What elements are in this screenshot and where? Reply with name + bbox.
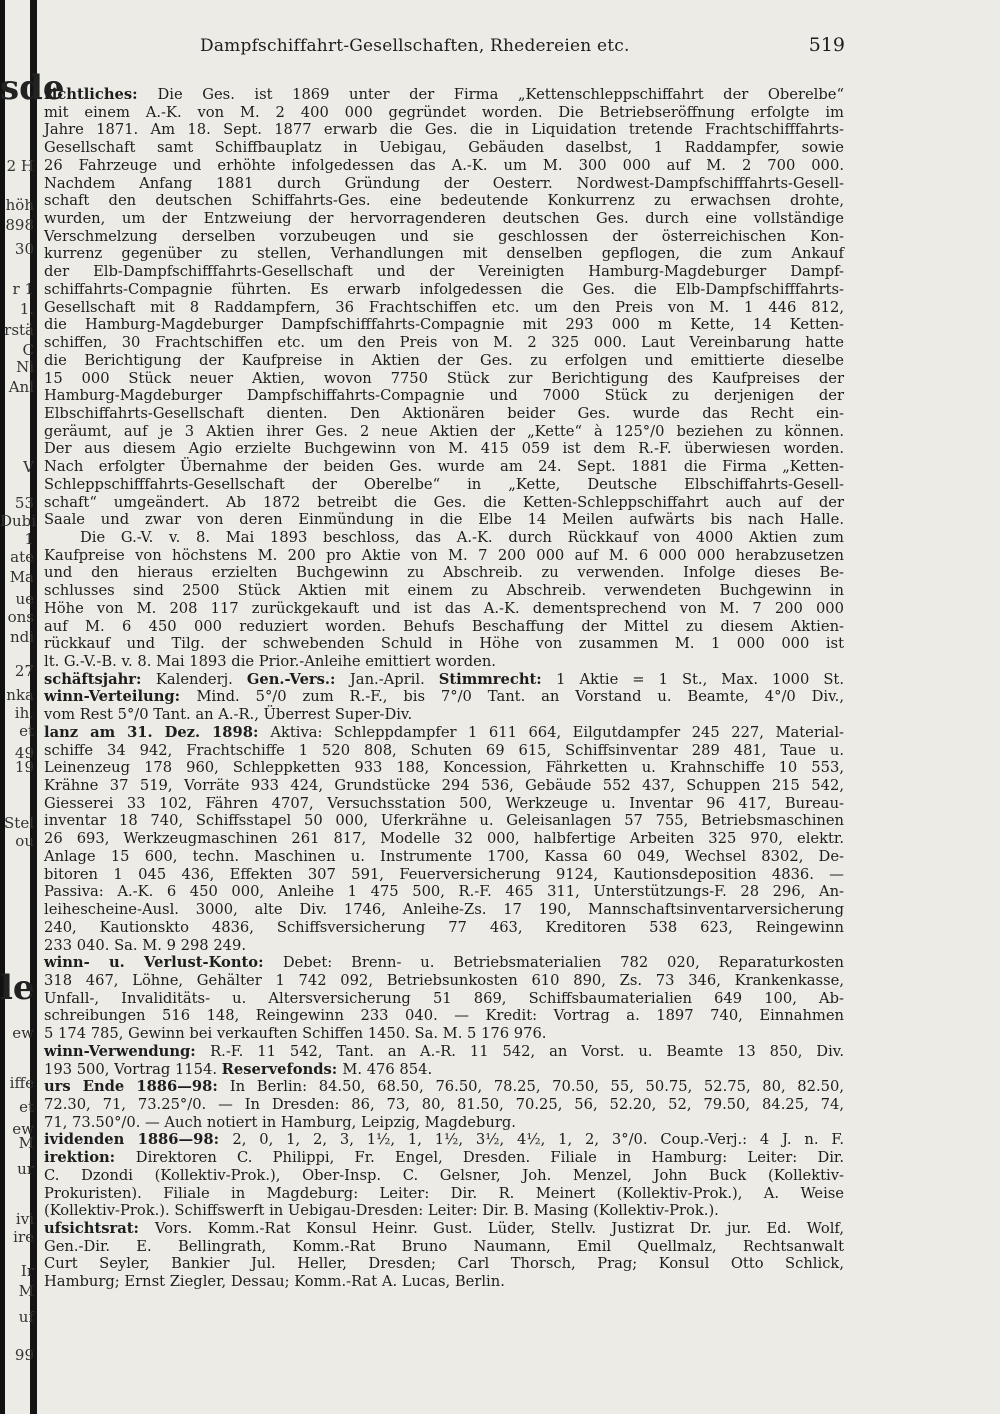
margin-fragment: ate (10, 548, 34, 566)
text-line (44, 547, 844, 565)
page-header (200, 36, 845, 62)
line-text: Leinenzeug 178 960, Schleppketten 933 188, Koncession, Fährketten u. Krahnschiffe 10 553, (44, 759, 844, 777)
margin-fragment: r 1 (12, 280, 34, 298)
line-text: Der aus diesem Agio erzielte Buchgewinn von M. 415 059 ist dem R.-F. überwiesen worden. (44, 440, 844, 458)
line-text: Die Ges. ist 1869 unter der Firma „Kettenschleppschiffahrt der Oberelbe“ (157, 86, 844, 103)
line-text: Giesserei 33 102, Fähren 4707, Versuchsstation 500, Werkzeuge u. Inventar 96 417, Bureau- (44, 794, 844, 812)
line-text: Hamburg; Ernst Ziegler, Dessau; Komm.-Rat A. Lucas, Berlin. (44, 1273, 505, 1291)
line-text: Direktoren C. Philippi, Fr. Engel, Dresden. Filiale in Hamburg: Leiter: Dir. (135, 1149, 844, 1167)
text-line (44, 440, 844, 458)
margin-fragment: Ma (9, 568, 34, 586)
text-line (44, 245, 844, 263)
line-text: Debet: Brenn- u. Betriebsmaterialien 782 020, Reparaturkosten (282, 954, 845, 972)
line-text: schlusses sind 2500 Stück Aktien mit einem zu Abschreib. verwendeten Buchgewinn in (44, 582, 844, 600)
line-text: Die G.-V. v. 8. Mai 1893 beschloss, das A.-K. durch Rückkauf von 4000 Aktien zum (80, 528, 844, 546)
text-line (44, 1043, 844, 1061)
text-line (44, 795, 844, 813)
line-text: vom Rest 5°/0 Tant. an A.-R., Überrest Super-Div. (44, 706, 413, 724)
running-title: Dampfschiffahrt-Gesellschaften, Rhedereien etc. (200, 36, 630, 56)
margin-fragment: C (22, 341, 34, 359)
margin-fragment: le (0, 968, 35, 1008)
line-text: schiffen, 30 Frachtschiffen etc. um den Preis von M. 2 325 000. Laut Vereinbarung hatte (44, 334, 844, 352)
margin-fragment: M (18, 1134, 34, 1152)
text-line (44, 954, 844, 972)
text-line (44, 1273, 844, 1291)
text-line (44, 316, 844, 334)
margin-fragment: rstä (4, 321, 34, 339)
line-text: mit einem A.-K. von M. 2 400 000 gegründet worden. Die Betriebseröffnung erfolgte im (44, 103, 844, 121)
text-line (44, 1185, 844, 1203)
text-line (44, 618, 844, 636)
line-text: die Berichtigung der Kaufpreise in Aktien der Ges. zu erfolgen und emittierte dieselbe (44, 351, 844, 369)
text-line (44, 1202, 844, 1220)
text-line (44, 228, 844, 246)
line-text: Aktiva: Schleppdampfer 1 611 664, Eilgutdampfer 245 227, Material- (270, 723, 844, 741)
margin-fragment: 898 (5, 216, 34, 234)
line-text: Curt Seyler, Bankier Jul. Heller, Dresden; Carl Thorsch, Prag; Konsul Otto Schlick, (44, 1255, 844, 1273)
text-line (44, 104, 844, 122)
text-line (44, 139, 844, 157)
text-line (44, 1114, 844, 1132)
text-line (44, 121, 844, 139)
text-line (44, 600, 844, 618)
line-text: Höhe von M. 208 117 zurückgekauft und ist das A.-K. dementsprechend von M. 7 200 000 (44, 599, 844, 617)
line-text: Unfall-, Invaliditäts- u. Altersversicherung 51 869, Schiffsbaumaterialien 649 100, Ab- (44, 989, 844, 1007)
text-line (44, 706, 844, 724)
line-text: Gen.-Dir. E. Bellingrath, Komm.-Rat Bruno Naumann, Emil Quellmalz, Rechtsanwalt (44, 1237, 844, 1255)
margin-fragment: sde (0, 68, 65, 108)
line-text: Kalenderj. (155, 670, 247, 688)
margin-fragment: Ir (20, 1262, 34, 1280)
line-text: 2, 0, 1, 2, 3, 1½, 1, 1½, 3½, 4½, 1, 2, 3°/0. Coup.-Verj.: 4 J. n. F. (232, 1131, 844, 1149)
text-line (44, 919, 844, 937)
line-text: 71, 73.50°/0. — Auch notiert in Hamburg, Leipzig, Magdeburg. (44, 1113, 516, 1131)
text-line (44, 370, 844, 388)
section-heading: irektion: (44, 1149, 136, 1167)
margin-fragment: et (19, 1098, 34, 1116)
text-line (44, 777, 844, 795)
section-heading: Reservefonds: (221, 1060, 343, 1078)
line-text: lt. G.-V.-B. v. 8. Mai 1893 die Prior.-Anleihe emittiert worden. (44, 653, 496, 670)
text-line (44, 210, 844, 228)
margin-fragment: 49 (14, 744, 34, 762)
line-text: inventar 18 740, Schiffsstapel 50 000, Uferkrähne u. Geleisanlagen 57 755, Betriebsmaschinen (44, 812, 844, 830)
margin-fragment: ew (12, 1120, 34, 1138)
margin-fragment: ons (7, 608, 34, 626)
line-text: Passiva: A.-K. 6 450 000, Anleihe 1 475 500, R.-F. 465 311, Unterstützungs-F. 28 296, An- (44, 883, 844, 901)
line-text: schaft den deutschen Schiffahrts-Ges. eine bedeutende Konkurrenz zu erwachsen drohte, (44, 192, 844, 210)
text-line (44, 972, 844, 990)
text-line (44, 759, 844, 777)
section-heading: richtliches: (44, 86, 158, 103)
text-line (44, 812, 844, 830)
section-heading: Gen.-Vers.: (246, 670, 350, 688)
text-line (44, 1096, 844, 1114)
line-text: die Hamburg-Magdeburger Dampfschifffahrts-Compagnie mit 293 000 m Kette, 14 Ketten- (44, 316, 844, 334)
margin-fragment: ue (15, 590, 34, 608)
margin-fragment: 1 (24, 530, 34, 548)
margin-fragment: 2 H (6, 157, 34, 175)
line-text: Verschmelzung derselben vorzubeugen und sie geschlossen der österreichischen Kon- (44, 227, 844, 245)
line-text: Nachdem Anfang 1881 durch Gründung der Oesterr. Nordwest-Dampfschifffahrts-Gesell- (44, 174, 844, 192)
line-text: 5 174 785, Gewinn bei verkauften Schiffen 1450. Sa. M. 5 176 976. (44, 1025, 547, 1043)
line-text: bitoren 1 045 436, Effekten 307 591, Feuerversicherung 9124, Kautionsdeposition 4836. — (44, 865, 844, 883)
margin-fragment: Ni (16, 358, 34, 376)
line-text: 26 693, Werkzeugmaschinen 261 817, Modelle 32 000, halbfertige Arbeiten 325 970, elektr. (44, 830, 844, 848)
text-line (44, 848, 844, 866)
text-line (44, 883, 844, 901)
section-heading: schäftsjahr: (44, 670, 156, 688)
text-line (44, 1149, 844, 1167)
text-line (44, 157, 844, 175)
text-line (44, 299, 844, 317)
section-heading: urs Ende 1886—98: (44, 1078, 230, 1096)
text-line (44, 476, 844, 494)
text-line (44, 405, 844, 423)
margin-fragment: ew (12, 1024, 34, 1042)
line-text: Krähne 37 519, Vorräte 933 424, Grundstücke 294 536, Gebäude 552 437, Schuppen 215 542, (44, 777, 844, 795)
text-line (44, 742, 844, 760)
text-line (44, 86, 844, 104)
text-line (44, 688, 844, 706)
section-heading: winn-Verwendung: (44, 1042, 211, 1060)
line-text: schiffahrts-Compagnie führten. Es erwarb infolgedessen die Ges. die Elb-Dampfschifffahrts- (44, 280, 844, 298)
line-text: schiffe 34 942, Frachtschiffe 1 520 808, Schuten 69 615, Schiffsinventar 289 481, Taue u. (44, 741, 844, 759)
text-line (44, 263, 844, 281)
text-line (44, 1238, 844, 1256)
text-line (44, 458, 844, 476)
line-text: Hamburg-Magdeburger Dampfschiffahrts-Compagnie und 7000 Stück zu derjenigen der (44, 387, 844, 405)
line-text: M. 476 854. (342, 1060, 433, 1078)
margin-fragment: 99 (14, 1346, 34, 1364)
margin-fragment: ire (13, 1228, 34, 1246)
line-text: Nach erfolgter Übernahme der beiden Ges. wurde am 24. Sept. 1881 die Firma „Ketten- (44, 458, 844, 476)
margin-fragment: 19 (14, 758, 34, 776)
text-line (44, 334, 844, 352)
line-text: 193 500, Vortrag 1154. (44, 1060, 222, 1078)
line-text: Saale und zwar von deren Einmündung in die Elbe 14 Meilen aufwärts bis nach Halle. (44, 511, 844, 529)
line-text: 26 Fahrzeuge und erhöhte infolgedessen das A.-K. um M. 300 000 auf M. 2 700 000. (44, 156, 844, 174)
line-text: Elbschiffahrts-Gesellschaft dienten. Den Aktionären beider Ges. wurde das Recht ein- (44, 404, 844, 422)
line-text: Jan.-April. (349, 670, 439, 688)
section-heading: lanz am 31. Dez. 1898: (44, 723, 271, 741)
text-line (44, 1007, 844, 1025)
line-text: 72.30, 71, 73.25°/0. — In Dresden: 86, 73, 80, 81.50, 70.25, 56, 52.20, 52, 79.50, 84.25, 74, (44, 1095, 844, 1113)
margin-fragment: 27 (14, 662, 34, 680)
section-heading: ufsichtsrat: (44, 1220, 155, 1237)
margin-fragment: Dubi (0, 512, 37, 530)
text-line (44, 529, 844, 547)
margin-fragment: ivi (15, 1210, 34, 1228)
line-text: In Berlin: 84.50, 68.50, 76.50, 78.25, 70.50, 55, 50.75, 52.75, 80, 82.50, (229, 1078, 844, 1096)
margin-fragment: et (19, 722, 34, 740)
text-line (44, 564, 844, 582)
line-text: 1 Aktie = 1 St., Max. 1000 St. (556, 670, 844, 688)
text-line (44, 1167, 844, 1185)
margin-fragment: höh (5, 196, 34, 214)
line-text: (Kollektiv-Prok.). Schiffswerft in Uebigau-Dresden: Leiter: Dir. B. Masing (Kollektiv-Prok.). (44, 1202, 719, 1220)
line-text: rückkauf und Tilg. der schwebenden Schuld in Höhe von zusammen M. 1 000 000 ist (44, 635, 844, 653)
text-line (44, 866, 844, 884)
text-line (44, 423, 844, 441)
line-text: 240, Kautionskto 4836, Schiffsversicherung 77 463, Kreditoren 538 623, Reingewinn (44, 918, 844, 936)
text-line (44, 635, 844, 653)
line-text: Anlage 15 600, techn. Maschinen u. Instrumente 1700, Kassa 60 049, Wechsel 8302, De- (44, 847, 844, 865)
line-text: auf M. 6 450 000 reduziert worden. Behufs Beschaffung der Mittel zu diesem Aktien- (44, 617, 844, 635)
line-text: der Elb-Dampfschifffahrts-Gesellschaft und der Vereinigten Hamburg-Magdeburger Dampf- (44, 263, 844, 281)
line-text: Schleppschifffahrts-Gesellschaft der Oberelbe“ in „Kette, Deutsche Elbschiffahrts-Gesell- (44, 475, 844, 493)
margin-fragment: ih. (14, 704, 34, 722)
margin-fragment: nka (6, 686, 34, 704)
line-text: kurrenz gegenüber zu stellen, Verhandlungen mit denselben gepflogen, die zum Ankauf (44, 245, 844, 263)
text-line (44, 582, 844, 600)
line-text: Gesellschaft mit 8 Raddampfern, 36 Frachtschiffen etc. um den Preis von M. 1 446 812, (44, 298, 844, 316)
line-text: Mind. 5°/0 zum R.-F., bis 7°/0 Tant. an Vorstand u. Beamte, 4°/0 Div., (196, 688, 845, 706)
section-heading: winn- u. Verlust-Konto: (44, 954, 283, 972)
margin-fragment: M (18, 1282, 34, 1300)
text-line (44, 901, 844, 919)
text-line (44, 1131, 844, 1149)
line-text: Gesellschaft samt Schiffbauplatz in Uebigau, Gebäuden daselbst, 1 Raddampfer, sowie (44, 139, 844, 157)
text-line (44, 175, 844, 193)
line-text: wurden, um der Entzweiung der hervorragenderen deutschen Ges. durch eine vollständige (44, 210, 844, 228)
line-text: geräumt, auf je 3 Aktien ihrer Ges. 2 neue Aktien der „Kette“ à 125°/0 beziehen zu können. (44, 422, 844, 440)
text-line (44, 1078, 844, 1096)
margin-fragment: iffe (9, 1074, 34, 1092)
line-text: C. Dzondi (Kollektiv-Prok.), Ober-Insp. C. Gelsner, Joh. Menzel, John Buck (Kollektiv- (44, 1166, 844, 1184)
line-text: und den hieraus erzielten Buchgewinn zu Abschreib. zu verwenden. Infolge dieses Be- (44, 564, 844, 582)
text-line (44, 937, 844, 955)
text-line (44, 352, 844, 370)
margin-fragment: 1. (19, 300, 34, 318)
text-line (44, 1220, 844, 1238)
margin-fragment: ur (17, 1160, 34, 1178)
line-text: 233 040. Sa. M. 9 298 249. (44, 936, 247, 954)
section-heading: winn-Verteilung: (44, 688, 197, 706)
line-text: leihescheine-Ausl. 3000, alte Div. 1746, Anleihe-Zs. 17 190, Mannschaftsinventarversicherung (44, 901, 844, 919)
body-text (44, 86, 844, 1291)
margin-fragment: Anl (8, 378, 34, 396)
margin-fragment: 30 (14, 240, 34, 258)
text-line (44, 192, 844, 210)
text-line (44, 990, 844, 1008)
text-line (44, 387, 844, 405)
text-line (44, 511, 844, 529)
text-line (44, 281, 844, 299)
text-line (44, 671, 844, 689)
margin-fragment: V (23, 458, 34, 476)
text-line (44, 1025, 844, 1043)
line-text: Kaufpreise von höchstens M. 200 pro Aktie von M. 7 200 000 auf M. 6 000 000 herabzusetzen (44, 546, 844, 564)
section-heading: ividenden 1886—98: (44, 1131, 233, 1149)
text-line (44, 1255, 844, 1273)
text-line (44, 724, 844, 742)
text-line (44, 494, 844, 512)
margin-fragment: Stel (4, 814, 34, 832)
margin-fragment: 53 (14, 494, 34, 512)
line-text: 318 467, Löhne, Gehälter 1 742 092, Betriebsunkosten 610 890, Zs. 73 346, Krankenkasse, (44, 971, 844, 989)
text-line (44, 830, 844, 848)
text-line (44, 1061, 844, 1079)
page-number: 519 (808, 34, 845, 56)
line-text: schreibungen 516 148, Reingewinn 233 040. — Kredit: Vortrag a. 1897 740, Einnahmen (44, 1007, 844, 1025)
line-text: Jahre 1871. Am 18. Sept. 1877 erwarb die Ges. die in Liquidation tretende Frachtschifffahrts- (44, 121, 844, 139)
line-text: Vors. Komm.-Rat Konsul Heinr. Gust. Lüder, Stellv. Justizrat Dr. jur. Ed. Wolf, (154, 1220, 844, 1237)
line-text: Prokuristen). Filiale in Magdeburg: Leiter: Dir. R. Meinert (Kollektiv-Prok.), A. Weise (44, 1184, 844, 1202)
margin-fragment: ou (15, 832, 34, 850)
margin-fragment: uf (18, 1308, 34, 1326)
line-text: 15 000 Stück neuer Aktien, wovon 7750 Stück zur Berichtigung des Kaufpreises der (44, 369, 844, 387)
margin-fragment: ndi (9, 628, 34, 646)
line-text: R.-F. 11 542, Tant. an A.-R. 11 542, an Vorst. u. Beamte 13 850, Div. (210, 1042, 844, 1060)
section-heading: Stimmrecht: (438, 670, 557, 688)
text-line (44, 653, 844, 671)
line-text: schaft“ umgeändert. Ab 1872 betreibt die Ges. die Ketten-Schleppschiffahrt auch auf der (44, 493, 844, 511)
